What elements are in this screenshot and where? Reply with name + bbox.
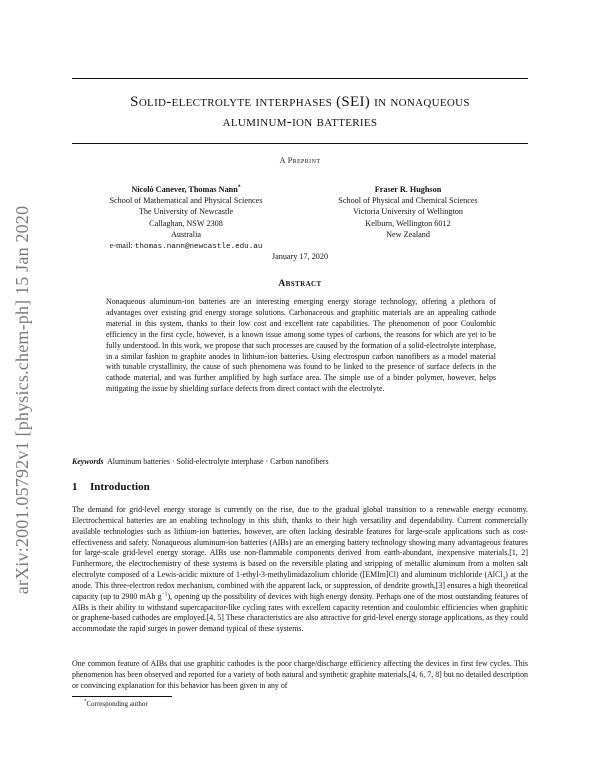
title-bottom-rule [72,143,528,144]
abstract-heading: Abstract [278,279,322,289]
corresponding-mark: * [237,184,241,191]
affiliation-line: New Zealand [386,229,430,239]
affiliation-line: Australia [170,229,201,239]
affiliation-line: School of Mathematical and Physical Sciences [109,196,263,206]
author-block-2 [318,184,498,240]
arxiv-identifier-text: arXiv:2001.05792v1 [physics.chem-ph] 15 Jan 2020 [12,205,32,595]
paper-title [72,92,528,132]
affiliation-line: Callaghan, NSW 2308 [149,218,223,228]
arxiv-identifier [12,205,32,595]
paper-title-line-2: aluminum-ion batteries [222,114,378,130]
author-name: Fraser R. Hughson [374,185,442,194]
affiliation-line: School of Physical and Chemical Sciences [338,196,478,206]
footnote-mark: * [84,699,87,705]
author-name: Nicolò Canever, Thomas Nann* [131,184,241,194]
footnote-text: Corresponding author [86,700,148,708]
keywords [72,457,528,466]
email-address[interactable]: thomas.nann@newcastle.edu.au [134,243,263,252]
keywords-list: Aluminum batteries · Solid-electrolyte interphase · Carbon nanofibers [107,457,329,466]
section-heading [72,481,150,493]
paper-title-line-1: Solid-electrolyte interphases (SEI) in nonaqueous [130,94,470,110]
body-paragraph-2: One common feature of AIBs that use graphitic cathodes is the poor charge/discharge efficiency affecting the devices in first few cycles. This phenomenon has been observed and reported for a variety of both natural and synthetic graphite materials,[4, 6, 7, 8] but no detailed description or convincing explanation for this behavior has been given in any of [72,659,528,690]
keywords-label: Keywords [72,457,104,466]
paper-date: January 17, 2020 [271,252,329,261]
author-block-1 [96,184,276,253]
abstract-text: Nonaqueous aluminum-ion batteries are an interesting emerging energy storage technology, offering a plethora of advantages over existing grid energy storage solutions. Carbonaceous and graphitic materials are an appealing cathode material in this system, thanks to their low cost and excellent rate capabilities. The phenomenon of poor Coulombic efficiency in the first cycle, however, is a known issue among some types of carbons, the reasons for which are yet to be fully understood. In this work, we propose that such processes are caused by the formation of a solid-electrolyte interphase, in a similar fashion to graphite anodes in lithium-ion batteries. Using electrospun carbon nanofibers as a model material with tunable crystallinity, the cause of such phenomena was found to be linked to the presence of surface defects in the cathode material, and was further amplified by high surface area. The simple use of a binder polymer, however, helps mitigating the issue by shielding surface defects from direct contact with the electrolyte. [106,297,496,394]
footnote-rule [72,696,172,697]
section-title: Introduction [90,481,150,493]
title-top-rule [72,78,528,79]
section-number: 1 [72,481,78,493]
email-label: e-mail: [109,241,133,251]
affiliation-line: Victoria University of Wellington [353,207,463,217]
affiliation-line: The University of Newcastle [138,207,234,217]
footnote [84,700,148,708]
body-paragraph-1: The demand for grid-level energy storage is currently on the rise, due to the gradual global transition to a renewable energy economy. Electrochemical batteries are an enabling technology in this shift, thanks to their high versatility and dependability. Current commercially available technologies such as lithium-ion batteries, however, are often lacking desirable features for large-scale applications such as cost-effectiveness and safety. Nonaqueous aluminum-ion batteries (AIBs) are an emerging battery technology showing many advantageous features for large-scale grid-level energy storage. AIBs use non-flammable components derived from earth-abundant, inexpensive materials.[1, 2] Furthermore, the electrochemistry of these systems is based on the reversible plating and stripping of metallic aluminum from a molten salt electrolyte composed of a Lewis-acidic mixture of 1-ethyl-3-methylimidazolium chloride ([EMIm]Cl) and aluminum trichloride (AlCl$_3$) at the anode. This three-electron redox mechanism, combined with the apparent lack, or suppression, of dendrite growth,[3] ensures a high theoretical capacity (up to 2980 mAh $g^{-1}$), opening up the possibility of devices with high energy density. Perhaps one of the most outstanding features of AIBs is their ability to withstand supercapacitor-like cycling rates with excellent capacity retention and coulombic efficiencies when graphitic or graphene-based cathodes are employed.[4, 5] These characteristics are also attractive for grid-level energy storage applications, as they could accommodate the rapid surges in power demand typical of these systems. [72,505,528,634]
preprint-label: A Preprint [279,156,321,165]
affiliation-line: Kelburn, Wellington 6012 [365,218,451,228]
